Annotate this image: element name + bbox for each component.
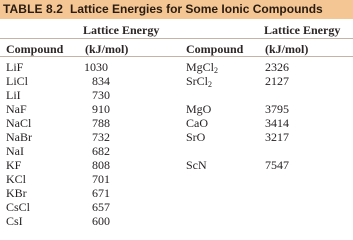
lattice-energy-header-left: Lattice Energy [83, 23, 160, 37]
left-compound-1: LiF [6, 60, 24, 74]
left-compound-5: NaCl [6, 116, 32, 130]
left-energy-11: 657 [92, 200, 110, 214]
left-energy-1: 1030 [84, 60, 108, 74]
unit-header-right: (kJ/mol) [265, 42, 309, 56]
left-energy-3: 730 [92, 88, 110, 102]
right-energy-1: 2326 [265, 60, 289, 74]
right-energy-4: 3414 [265, 116, 289, 130]
unit-header-left: (kJ/mol) [85, 42, 129, 56]
table-title-bar [0, 0, 353, 19]
right-compound-2-base: SrCl [186, 74, 209, 88]
left-energy-9: 701 [92, 172, 110, 186]
left-energy-6: 732 [92, 130, 110, 144]
header-rule [0, 38, 353, 39]
right-compound-3: MgO [186, 102, 212, 116]
lattice-energy-header-right: Lattice Energy [264, 23, 341, 37]
left-energy-2: 834 [92, 74, 110, 88]
right-compound-1 [186, 60, 218, 74]
left-compound-7: NaI [6, 144, 24, 158]
left-energy-5: 788 [92, 116, 110, 130]
right-compound-1-subscript: 2 [214, 66, 219, 75]
compound-header-left: Compound [6, 42, 64, 56]
compound-header-right: Compound [186, 42, 244, 56]
body-rule [0, 56, 353, 57]
right-compound-2-subscript: 2 [208, 80, 213, 89]
left-compound-4: NaF [6, 102, 27, 116]
right-compound-5: SrO [186, 130, 206, 144]
left-energy-10: 671 [92, 186, 110, 200]
left-compound-11: CsCl [6, 200, 31, 214]
left-compound-2: LiCl [6, 74, 29, 88]
right-compound-4: CaO [186, 116, 208, 130]
left-energy-4: 910 [92, 102, 110, 116]
right-energy-2: 2127 [265, 74, 289, 88]
left-compound-9: KCl [6, 172, 27, 186]
right-compound-1-base: MgCl [186, 60, 215, 74]
left-compound-3: LiI [6, 88, 21, 102]
right-energy-6: 7547 [265, 158, 289, 172]
right-compound-2 [186, 74, 212, 88]
left-compound-12: CsI [6, 214, 23, 228]
table-title: Lattice Energies for Some Ionic Compounds [70, 2, 323, 16]
left-compound-6: NaBr [6, 130, 32, 144]
right-energy-5: 3217 [265, 130, 289, 144]
right-energy-3: 3795 [265, 102, 289, 116]
left-compound-8: KF [6, 158, 22, 172]
left-energy-8: 808 [92, 158, 110, 172]
table-label: TABLE 8.2 [3, 2, 64, 16]
left-energy-12: 600 [92, 214, 110, 228]
right-compound-6: ScN [186, 158, 207, 172]
left-compound-10: KBr [6, 186, 27, 200]
left-energy-7: 682 [92, 144, 110, 158]
